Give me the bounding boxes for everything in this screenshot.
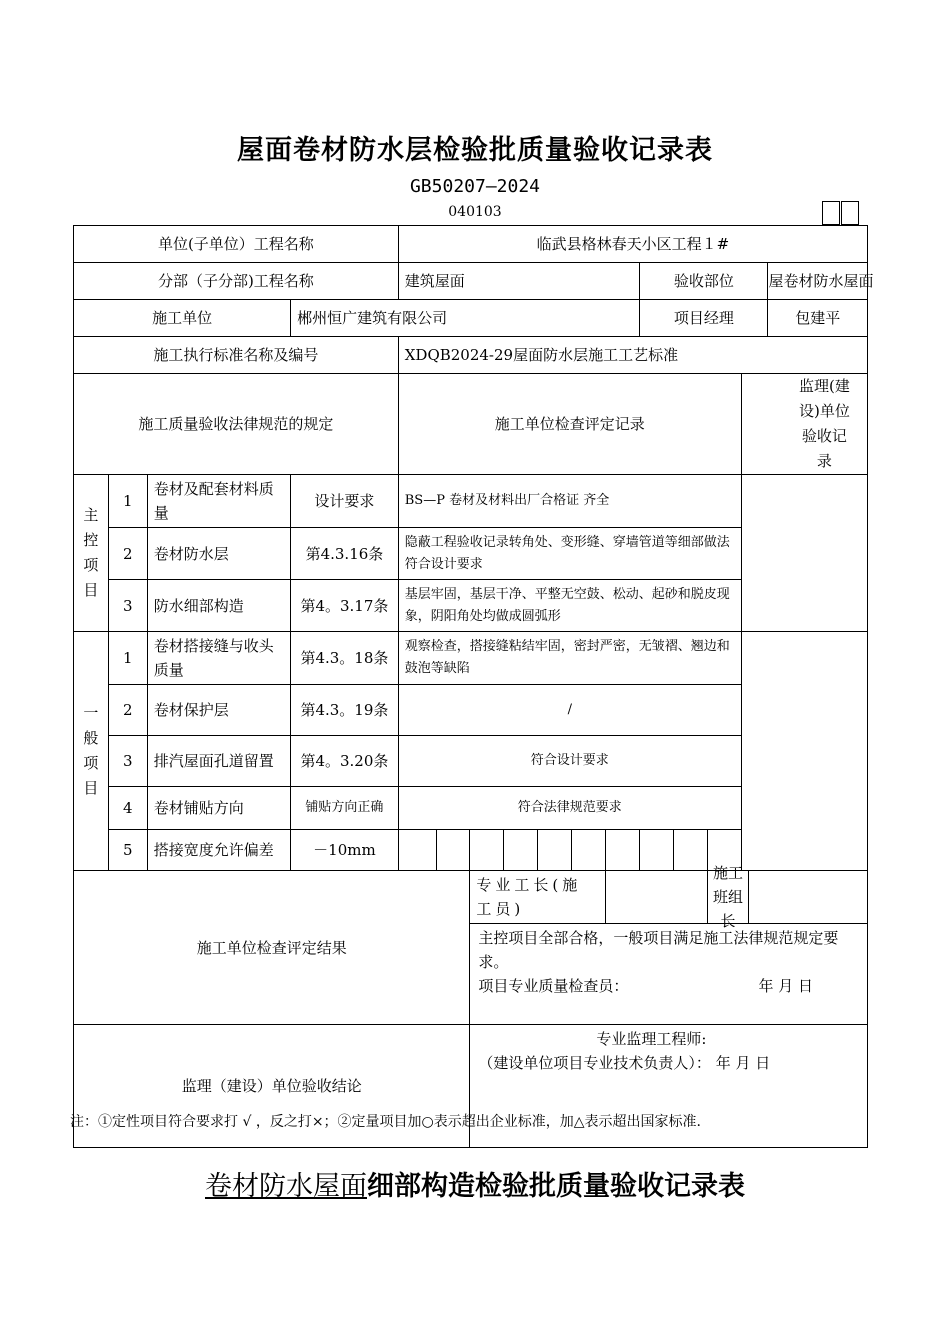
col-supervision-text: 监理(建设)单位验收记录 bbox=[798, 377, 850, 470]
mc-no: 2 bbox=[108, 528, 147, 580]
acceptance-table bbox=[73, 225, 874, 1148]
mc-record: 基层牢固，基层干净、平整无空鼓、松动、起砂和脱皮现象，阴阳角处均做成圆弧形 bbox=[398, 580, 741, 632]
gen-no: 5 bbox=[108, 830, 147, 871]
subdivision-label: 分部（子分部)工程名称 bbox=[74, 263, 399, 300]
serial-box bbox=[841, 201, 859, 225]
inspection-label: 施工单位检查评定结果 bbox=[74, 871, 470, 1025]
gen-req: 第4。3.20条 bbox=[291, 736, 399, 787]
mc-record: 隐蔽工程验收记录转角处、变形缝、穿墙管道等细部做法符合设计要求 bbox=[398, 528, 741, 580]
subdivision-value: 建筑屋面 bbox=[398, 263, 640, 300]
gen-req: 铺贴方向正确 bbox=[291, 787, 399, 830]
mc-req: 第4。3.17条 bbox=[291, 580, 399, 632]
inspection-result bbox=[470, 924, 868, 1025]
deviation-cell bbox=[504, 830, 538, 871]
gen-no: 1 bbox=[108, 632, 147, 685]
team-leader-value bbox=[748, 871, 867, 923]
mc-record: BS—P 卷材及材料出厂合格证 齐全 bbox=[398, 475, 741, 528]
gen-record: / bbox=[398, 685, 741, 736]
standard-label: 施工执行标准名称及编号 bbox=[74, 337, 399, 374]
team-leader-text: 施工班组长 bbox=[713, 864, 744, 930]
gen-record: 观察检查，搭接缝粘结牢固，密封严密，无皱褶、翘边和鼓泡等缺陷 bbox=[398, 632, 741, 685]
mc-req: 设计要求 bbox=[291, 475, 399, 528]
unit-project-value: 临武县格林春天小区工程１# bbox=[398, 226, 867, 263]
inspection-date: 年 月 日 bbox=[758, 977, 813, 995]
contractor-label: 施工单位 bbox=[74, 300, 291, 337]
next-form-title bbox=[0, 1164, 950, 1203]
foreman-value bbox=[605, 871, 707, 924]
contractor-value: 郴州恒广建筑有限公司 bbox=[291, 300, 640, 337]
pm-value: 包建平 bbox=[768, 300, 868, 337]
team-leader-label bbox=[708, 864, 868, 930]
gen-record: 符合法律规范要求 bbox=[398, 787, 741, 830]
serial-box bbox=[822, 201, 840, 225]
main-control-text: 主控项目 bbox=[83, 506, 99, 599]
col-spec-header: 施工质量验收法律规范的规定 bbox=[74, 374, 399, 475]
main-control-label bbox=[74, 475, 109, 632]
standard-value: XDQB2024-29屋面防水层施工工艺标准 bbox=[398, 337, 867, 374]
gen-no: 3 bbox=[108, 736, 147, 787]
deviation-cell bbox=[605, 830, 640, 871]
tech-text: （建设单位项目专业技术负责人）： 年 月 日 bbox=[478, 1054, 771, 1072]
form-title: 屋面卷材防水层检验批质量验收记录表 bbox=[237, 135, 713, 166]
col-supervision-header bbox=[741, 374, 867, 475]
acceptance-part-value: 屋卷材防水屋面 bbox=[768, 263, 868, 300]
gen-no: 2 bbox=[108, 685, 147, 736]
inspection-result-text: 主控项目全部合格，一般项目满足施工法律规范规定要求。 bbox=[478, 929, 839, 971]
gen-req: 第4.3。19条 bbox=[291, 685, 399, 736]
gen-name: 搭接宽度允许偏差 bbox=[147, 830, 290, 871]
form-code: 040103 bbox=[448, 204, 502, 220]
inspector-text: 项目专业质量检查员： bbox=[478, 977, 629, 995]
general-label bbox=[74, 632, 109, 871]
deviation-cell bbox=[470, 830, 504, 871]
deviation-cell bbox=[674, 830, 708, 871]
gen-supervision bbox=[741, 632, 867, 871]
gen-name: 卷材铺贴方向 bbox=[147, 787, 290, 830]
gen-record: 符合设计要求 bbox=[398, 736, 741, 787]
gen-req: 第4.3。18条 bbox=[291, 632, 399, 685]
acceptance-part-label: 验收部位 bbox=[640, 263, 768, 300]
unit-project-label: 单位(子单位）工程名称 bbox=[74, 226, 399, 263]
gen-req: －10mm bbox=[291, 830, 399, 871]
footnote: 注：①定性项目符合要求打 √ ，反之打×；②定量项目加○表示超出企业标准，加△表示超出国家标准. bbox=[70, 1114, 701, 1130]
deviation-cell bbox=[640, 830, 674, 871]
pm-label: 项目经理 bbox=[640, 300, 768, 337]
mc-name: 卷材防水层 bbox=[147, 528, 290, 580]
deviation-cell bbox=[538, 830, 572, 871]
next-title-underlined: 卷材防水屋面 bbox=[205, 1171, 367, 1202]
mc-no: 3 bbox=[108, 580, 147, 632]
engineer-text: 专业监理工程师: bbox=[596, 1030, 707, 1048]
foreman-label: 专业工长(施工员) bbox=[470, 871, 605, 924]
gen-name: 卷材保护层 bbox=[147, 685, 290, 736]
supervision-label-text: 监理（建设）单位验收结论 bbox=[181, 1077, 362, 1095]
gen-name: 卷材搭接缝与收头质量 bbox=[147, 632, 290, 685]
mc-req: 第4.3.16条 bbox=[291, 528, 399, 580]
mc-name: 卷材及配套材料质量 bbox=[147, 475, 290, 528]
deviation-cell bbox=[398, 830, 436, 871]
deviation-cell bbox=[571, 830, 605, 871]
next-title-rest: 细部构造检验批质量验收记录表 bbox=[367, 1171, 745, 1202]
gen-name: 排汽屋面孔道留置 bbox=[147, 736, 290, 787]
mc-no: 1 bbox=[108, 475, 147, 528]
standard-code: GB50207—2024 bbox=[409, 176, 541, 197]
general-text: 一般项目 bbox=[83, 704, 99, 797]
gen-no: 4 bbox=[108, 787, 147, 830]
mc-supervision bbox=[741, 475, 867, 632]
col-record-header: 施工单位检查评定记录 bbox=[398, 374, 741, 475]
mc-name: 防水细部构造 bbox=[147, 580, 290, 632]
deviation-cell bbox=[436, 830, 470, 871]
